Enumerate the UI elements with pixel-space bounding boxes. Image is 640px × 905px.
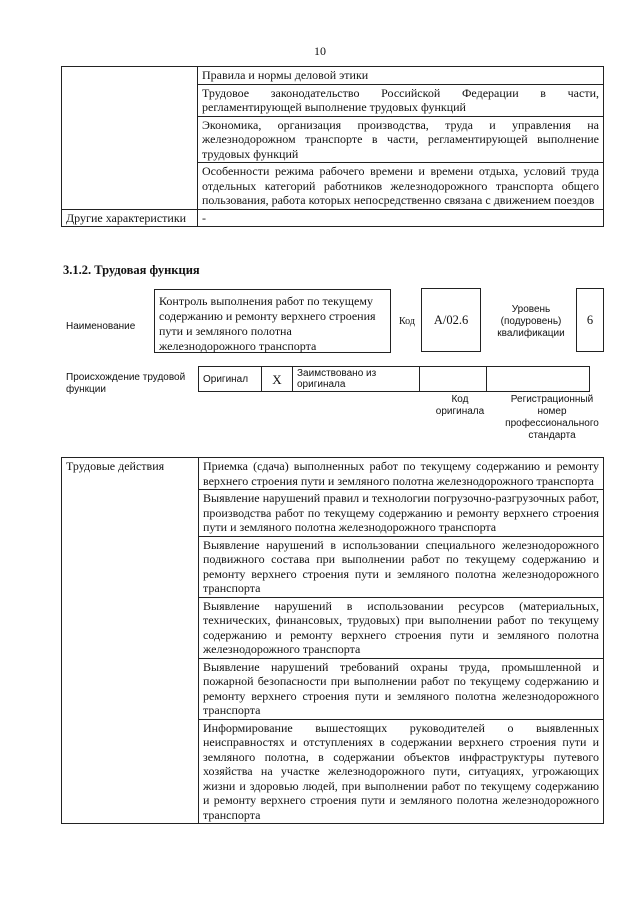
table-cell: Информирование вышестоящих руководителей о выявленных неисправностях и отступлениях в содержании верхнего строения пути и земляного полотна, в содержании объектов инфраструктуры путевого хозяйства на участке железнодорожного пути, ситуациях, угрожающих жизни и здоровью людей, при выполнении работ по текущему содержанию и ремонту верхнего строения пути и земляного полотна железнодорожного транспорта bbox=[199, 719, 604, 824]
borrowed-label: Заимствовано из оригинала bbox=[293, 367, 420, 392]
labor-actions-label: Трудовые действия bbox=[62, 458, 199, 824]
page-number: 10 bbox=[314, 44, 326, 58]
code-label: Код bbox=[399, 316, 415, 327]
function-name-box: Контроль выполнения работ по текущему содержанию и ремонту верхнего строения пути и земляного полотна железнодорожного транспорта bbox=[154, 289, 391, 353]
table-cell-empty bbox=[62, 67, 198, 210]
code-original-cell bbox=[420, 367, 487, 392]
qualification-level-label: Уровень (подуровень) квалификации bbox=[497, 304, 565, 339]
reg-number-cell bbox=[487, 367, 590, 392]
origin-label: Происхождение трудовой функции bbox=[66, 372, 186, 395]
code-original-label: Код оригинала bbox=[435, 394, 485, 417]
other-characteristics-value: - bbox=[198, 209, 604, 227]
function-code-box: A/02.6 bbox=[421, 288, 481, 352]
labor-actions-table bbox=[61, 457, 604, 824]
table-cell: Выявление нарушений в использовании специального железнодорожного подвижного состава при выполнении работ по текущему содержанию и ремонту верхнего строения пути и земляного полотна железнодорожного транспорта bbox=[199, 536, 604, 597]
registration-number-label: Регистрационный номер профессионального стандарта bbox=[505, 394, 599, 441]
qualification-level-box: 6 bbox=[576, 288, 604, 352]
table-row bbox=[62, 209, 604, 227]
other-characteristics-label: Другие характеристики bbox=[62, 209, 198, 227]
table-row bbox=[62, 458, 604, 490]
table-cell: Выявление нарушений в использовании ресурсов (материальных, технических, финансовых, трудовых) при выполнении работ по текущему содержанию и ремонту верхнего строения пути и земляного полотна железнодорожного транспорта bbox=[199, 597, 604, 658]
table-cell: Правила и нормы деловой этики bbox=[198, 67, 604, 85]
origin-table bbox=[198, 366, 590, 392]
original-label: Оригинал bbox=[199, 367, 262, 392]
table-cell: Экономика, организация производства, труда и управления на железнодорожном транспорте в части, регламентирующей выполнение трудовых функций bbox=[198, 116, 604, 163]
table-cell: Приемка (сдача) выполненных работ по текущему содержанию и ремонту верхнего строения пути и земляного полотна железнодорожного транспорта bbox=[199, 458, 604, 490]
knowledge-table bbox=[61, 66, 604, 227]
name-label: Наименование bbox=[66, 321, 136, 332]
table-row bbox=[62, 67, 604, 85]
table-row bbox=[199, 367, 590, 392]
original-mark: X bbox=[262, 367, 293, 392]
table-cell: Особенности режима рабочего времени и времени отдыха, условий труда отдельных категорий работников железнодорожного транспорта общего пользования, работа которых непосредственно связана с движением поездов bbox=[198, 163, 604, 210]
table-cell: Выявление нарушений требований охраны труда, промышленной и пожарной безопасности при выполнении работ по текущему содержанию и ремонту верхнего строения пути и земляного полотна железнодорожного транспорта bbox=[199, 658, 604, 719]
table-cell: Трудовое законодательство Российской Федерации в части, регламентирующей выполнение трудовых функций bbox=[198, 84, 604, 116]
table-cell: Выявление нарушений правил и технологии погрузочно-разгрузочных работ, производства работ по текущему содержанию и ремонту верхнего строения пути и земляного полотна железнодорожного транспорта bbox=[199, 490, 604, 537]
section-heading: 3.1.2. Трудовая функция bbox=[63, 263, 200, 277]
